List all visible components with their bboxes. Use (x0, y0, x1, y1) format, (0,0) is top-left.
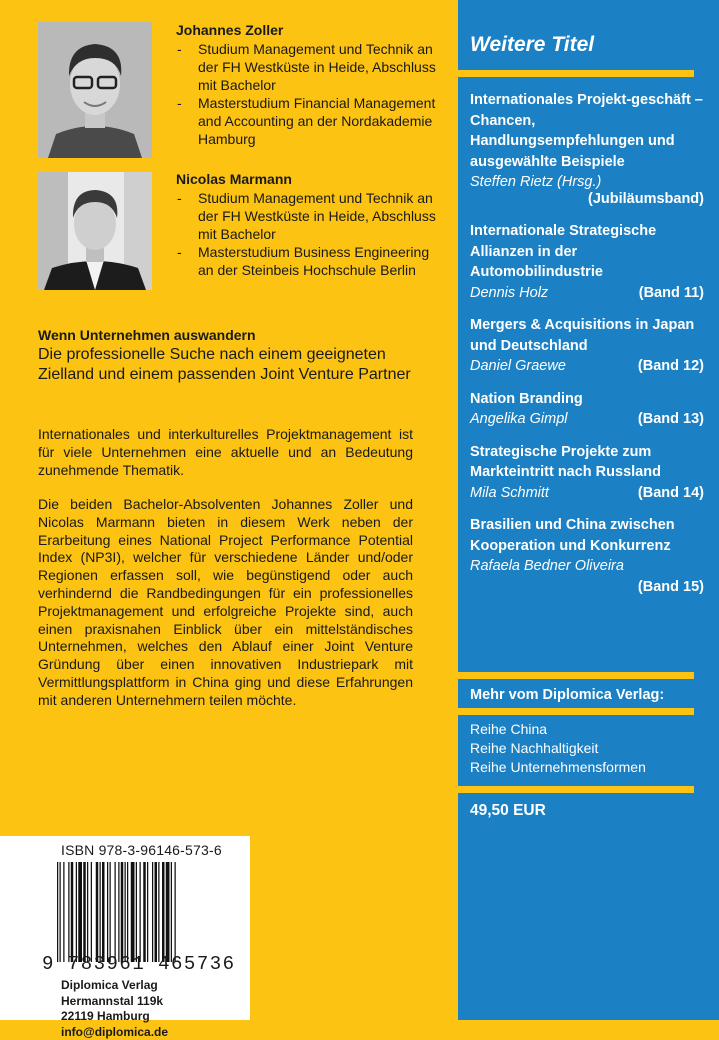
book-item (470, 221, 704, 303)
sidebar-title: Weitere Titel (470, 33, 594, 57)
sidebar-further-titles (458, 0, 719, 1020)
blurb-paragraph: Internationales und interkulturelles Projektmanagement ist für viele Unternehmen eine aktuelle und an Bedeutung zunehmende Thematik. (38, 426, 413, 479)
book-item-title: Brasilien und China zwischen Kooperation und Konkurrenz (470, 515, 704, 556)
author-zoller (176, 22, 446, 148)
series-item: Reihe Nachhaltigkeit (470, 739, 646, 758)
book-item-author: Rafaela Bedner Oliveira (470, 556, 704, 577)
book-item-band: (Band 14) (638, 483, 704, 504)
book-item (470, 389, 704, 430)
book-item-title: Internationales Projekt-geschäft – Chancen, Handlungsempfehlungen und ausgewählte Beispiele (470, 90, 704, 172)
book-headline (38, 326, 438, 385)
series-list (470, 720, 646, 777)
series-item: Reihe Unternehmensformen (470, 758, 646, 777)
author-name: Nicolas Marmann (176, 171, 446, 188)
book-item-band: (Band 13) (638, 409, 704, 430)
book-item-band: (Jubiläumsband) (470, 189, 704, 210)
sidebar-divider (458, 672, 694, 679)
book-item (470, 315, 704, 377)
book-item-title: Mergers & Acquisitions in Japan und Deutschland (470, 315, 704, 356)
book-item-band: (Band 12) (638, 356, 704, 377)
book-item-title: Internationale Strategische Allianzen in der Automobilindustrie (470, 221, 704, 283)
author-marmann (176, 171, 446, 279)
book-item-band: (Band 15) (470, 577, 704, 598)
book-item-author: Angelika Gimpl (470, 409, 568, 430)
publisher-street: Hermannstal 119k (61, 994, 168, 1010)
barcode-digits: 9 783961 465736 (42, 953, 236, 975)
publisher-city: 22119 Hamburg (61, 1009, 168, 1025)
more-from-publisher-title: Mehr vom Diplomica Verlag: (470, 687, 664, 703)
book-list (470, 90, 704, 609)
author-bio-item: - Studium Management und Technik an der FH Westküste in Heide, Abschluss mit Bachelor (176, 189, 446, 243)
book-item-title: Strategische Projekte zum Markteintritt nach Russland (470, 442, 704, 483)
book-item-author: Steffen Rietz (Hrsg.) (470, 172, 704, 193)
author-photo-marmann (38, 172, 152, 290)
sidebar-divider (458, 708, 694, 715)
book-item (470, 442, 704, 504)
sidebar-divider (458, 786, 694, 793)
book-item (470, 90, 704, 209)
author-bio-item: - Masterstudium Business Engineering an der Steinbeis Hochschule Berlin (176, 243, 446, 279)
barcode-icon (57, 862, 215, 962)
sidebar-divider (458, 70, 694, 77)
publisher-address (61, 978, 168, 1040)
book-item-title: Nation Branding (470, 389, 704, 410)
publisher-name: Diplomica Verlag (61, 978, 168, 994)
publisher-email: info@diplomica.de (61, 1025, 168, 1040)
barcode-panel (0, 836, 250, 1020)
book-item-band: (Band 11) (639, 283, 704, 304)
book-item-author: Mila Schmitt (470, 483, 549, 504)
isbn-label: ISBN 978-3-96146-573-6 (61, 842, 222, 858)
author-bio-item: - Studium Management und Technik an der FH Westküste in Heide, Abschluss mit Bachelor (176, 40, 446, 94)
book-item-author: Daniel Graewe (470, 356, 566, 377)
author-photo-zoller (38, 22, 152, 158)
price-label: 49,50 EUR (470, 802, 546, 820)
book-item (470, 515, 704, 597)
book-title: Wenn Unternehmen auswandern (38, 326, 438, 344)
author-bio-item: - Masterstudium Financial Management and Accounting an der Nordakademie Hamburg (176, 94, 446, 148)
author-bio-list (176, 189, 446, 279)
book-subtitle: Die professionelle Suche nach einem geeigneten Zielland und einem passenden Joint Venture Partner (38, 345, 438, 385)
blurb-paragraph: Die beiden Bachelor-Absolventen Johannes Zoller und Nicolas Marmann bieten in diesem Werk neben der Erarbeitung eines National Project Performance Potential Index (NP3I), welcher für verschiedene Länder und/oder Regionen erfassen soll, wie begünstigend oder auch verhindernd die Randbedingungen für ein professionelles Projektmanagement und erfolgreiche Projekte sind, auch einen praxisnahen Einblick über ein mittelständisches Unternehmen, welches den Ablauf einer Joint Venture Gründung über einen innovativen Industriepark mit Vermittlungsplattform in China ging und diese Erfahrungen mit anderen Unternehmern teilen möchte. (38, 496, 413, 710)
series-item: Reihe China (470, 720, 646, 739)
book-item-author: Dennis Holz (470, 283, 548, 304)
author-bio-list (176, 40, 446, 148)
author-name: Johannes Zoller (176, 22, 446, 39)
